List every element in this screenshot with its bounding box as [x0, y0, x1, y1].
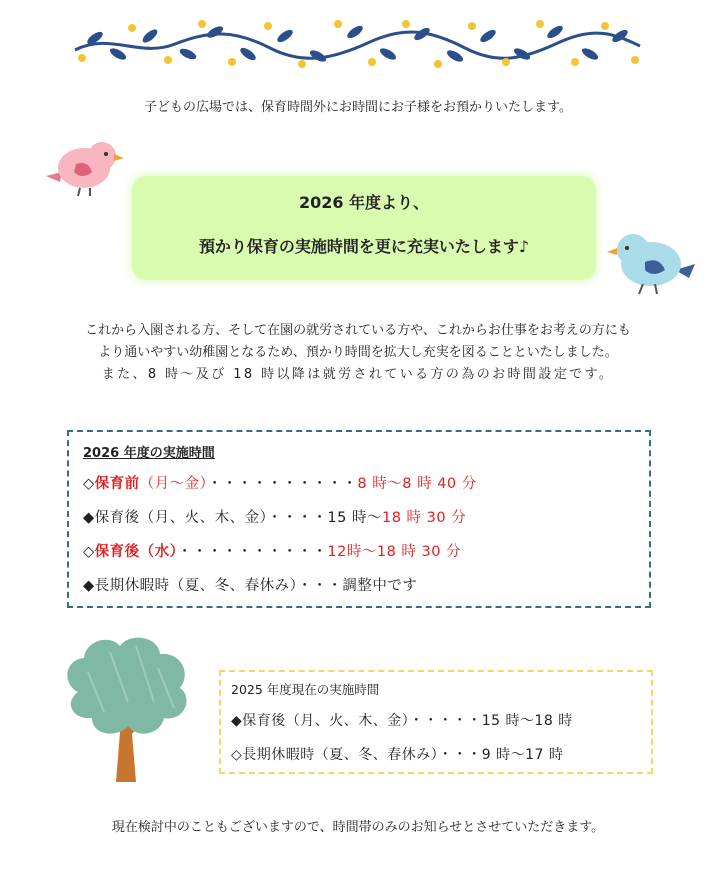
- announcement-banner: [132, 176, 596, 280]
- schedule-2025-heading: 2025 年度現在の実施時間: [231, 682, 380, 697]
- schedule-2025-box: [219, 670, 653, 774]
- schedule-row: [83, 506, 466, 527]
- row-dots: ・・・・: [267, 510, 328, 526]
- schedule-row: [83, 540, 461, 561]
- schedule-row: [83, 574, 417, 595]
- row-days: （月、火、木、金）: [139, 510, 268, 526]
- banner-line-1: 2026 年度より、: [298, 193, 430, 212]
- row-name: 保育後: [94, 510, 140, 526]
- row-time-start: 8 時～: [357, 476, 403, 492]
- paragraph-line-2: より通いやすい幼稚園となるため、預かり時間を拡大し充実を図ることといたしました。: [98, 345, 618, 360]
- row-dots: ・・・: [297, 578, 343, 594]
- bullet: ◇: [83, 476, 95, 492]
- row-time-end: 18 時 30 分: [381, 510, 467, 526]
- row-time-start: 12時～: [327, 544, 377, 560]
- row-time-end: 8 時 40 分: [402, 476, 477, 492]
- pink-bird-icon: [40, 138, 126, 200]
- schedule-2026-box: [67, 430, 651, 608]
- row-dots: ・・・・・・・・・・: [207, 476, 358, 492]
- row-name: 保育前: [94, 476, 140, 492]
- row-dots: ・・・・・・・・・・: [177, 544, 328, 560]
- schedule-row: ◆保育後（月、火、木、金）・・・・・15 時～18 時: [231, 713, 573, 729]
- paragraph-line-3: また、8 時～及び 18 時以降は就労されている方の為のお時間設定です。: [101, 367, 615, 382]
- row-name: 長期休暇時: [94, 578, 170, 594]
- vine-garland-icon: [70, 14, 645, 70]
- row-name: 保育後: [94, 544, 140, 560]
- bullet: ◇: [83, 544, 95, 560]
- blue-bird-icon: [605, 228, 697, 296]
- schedule-row: [83, 472, 477, 493]
- schedule-2026-heading: 2026 年度の実施時間: [83, 446, 215, 461]
- row-days: （月～金）: [139, 476, 208, 492]
- tree-icon: [58, 632, 194, 784]
- bullet: ◆: [83, 510, 95, 526]
- outro-text: 現在検討中のこともございますので、時間帯のみのお知らせとさせていただきます。: [111, 820, 605, 835]
- row-days: （夏、冬、春休み）: [169, 578, 298, 594]
- bullet: ◆: [83, 578, 95, 594]
- row-days: （水）: [139, 544, 178, 560]
- row-time-start: 15 時～: [327, 510, 382, 526]
- row-time-end: 18 時 30 分: [376, 544, 462, 560]
- paragraph-line-1: これから入園される方、そして在園の就労されている方や、これからお仕事をお考えの方にも: [85, 323, 631, 338]
- intro-text: 子どもの広場では、保育時間外にお時間にお子様をお預かりいたします。: [144, 100, 572, 115]
- row-note: 調整中です: [342, 578, 418, 594]
- banner-line-2: 預かり保育の実施時間を更に充実いたします♪: [198, 237, 530, 256]
- schedule-row: ◇長期休暇時（夏、冬、春休み）・・・9 時～17 時: [231, 747, 564, 763]
